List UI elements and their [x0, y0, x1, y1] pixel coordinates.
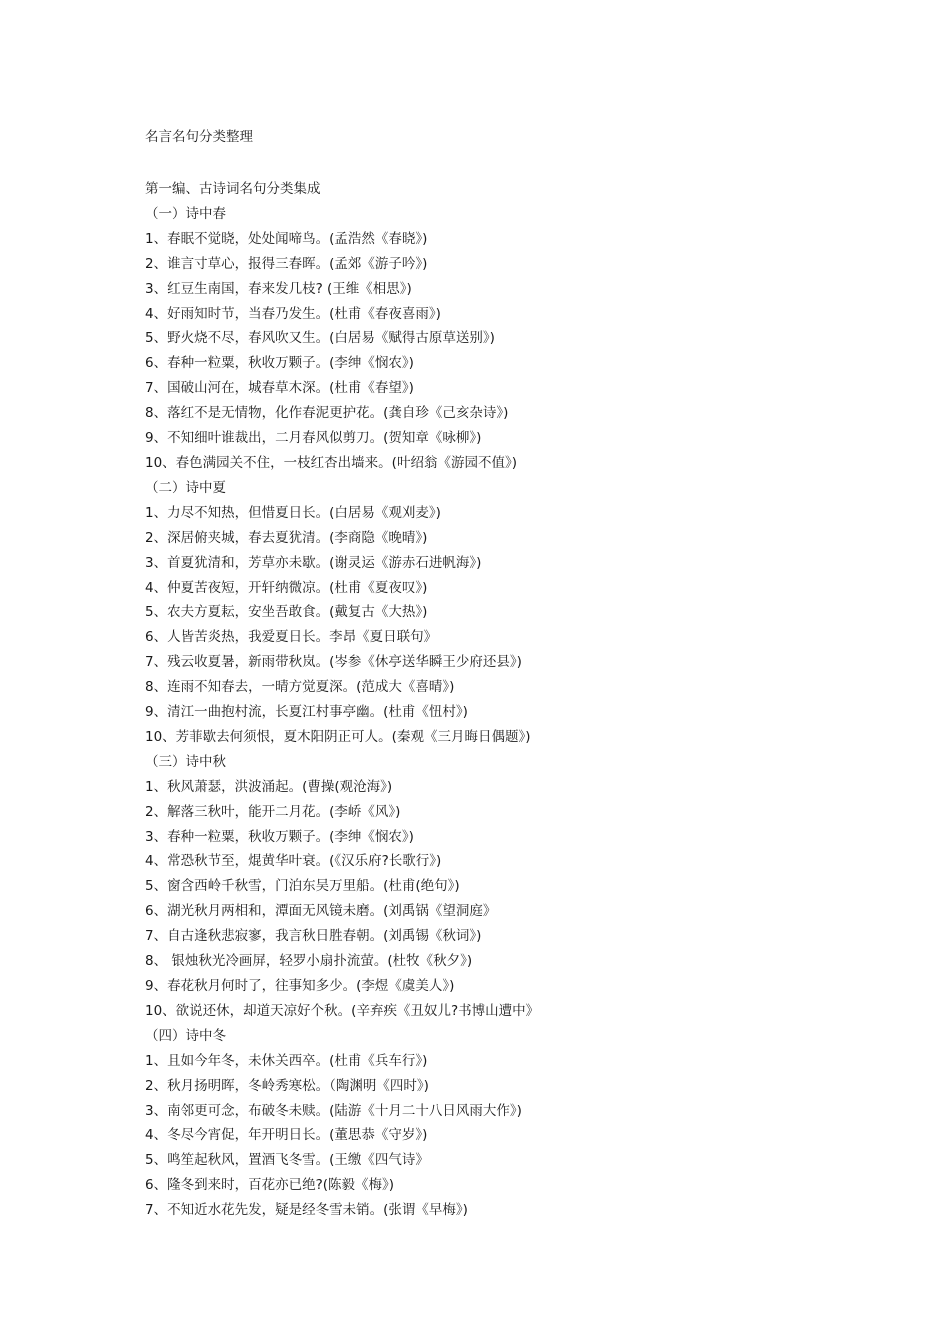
quote-line: 10、春色满园关不住，一枝红杏出墙来。(叶绍翁《游园不值》) [145, 454, 517, 471]
section-heading: （四）诗中冬 [145, 1027, 226, 1044]
quote-line: 1、春眠不觉晓，处处闻啼鸟。(孟浩然《春晓》) [145, 230, 428, 247]
quote-line: 2、谁言寸草心，报得三春晖。(孟郊《游子吟》) [145, 255, 428, 272]
quote-line: 4、好雨知时节，当春乃发生。(杜甫《春夜喜雨》) [145, 305, 441, 322]
quote-line: 10、芳菲歇去何须恨，夏木阳阴正可人。(秦观《三月晦日偶题》) [145, 728, 531, 745]
section-summer [145, 476, 905, 750]
quote-line: 6、湖光秋月两相和，潭面无风镜未磨。(刘禹锅《望洞庭》 [145, 903, 497, 920]
quote-line: 9、春花秋月何时了，往事知多少。(李煜《虞美人》) [145, 978, 455, 994]
section-autumn [145, 750, 905, 1024]
quote-line: 8、 银烛秋光冷画屏，轻罗小扇扑流萤。(杜牧《秋夕》) [145, 953, 473, 970]
section-heading: （一）诗中春 [145, 205, 226, 222]
quote-line: 3、春种一粒粟，秋收万颗子。(李绅《悯农》) [145, 828, 414, 845]
quote-line: 5、窗含西岭千秋雪，门泊东吴万里船。(杜甫(绝句》) [145, 878, 460, 895]
section-heading: （二）诗中夏 [145, 479, 226, 496]
quote-line: 9、不知细叶谁裁出，二月春风似剪刀。(贺知章《咏柳》) [145, 430, 482, 447]
quote-line: 5、鸣笙起秋风，置酒飞冬雪。(王缴《四气诗》 [145, 1152, 429, 1169]
quote-line: 9、清江一曲抱村流，长夏江村事亭幽。(杜甫《忸村》) [145, 704, 468, 721]
chapter-title: 第一编、古诗词名句分类集成 [145, 181, 321, 197]
quote-line: 5、农夫方夏耘，安坐吾敢食。(戴复古《大热》) [145, 604, 428, 621]
document-page [145, 127, 905, 1223]
quote-line: 4、冬尽今宵促，年开明日长。(董思恭《守岁》) [145, 1127, 428, 1144]
sections-container [145, 202, 905, 1223]
quote-line: 2、秋月扬明晖，冬岭秀寒松。（陶渊明《四时》) [145, 1077, 429, 1094]
quote-line: 5、野火烧不尽，春风吹又生。(白居易《赋得古原草送别》) [145, 330, 495, 347]
quote-line: 4、仲夏苦夜短，开轩纳微凉。(杜甫《夏夜叹》) [145, 579, 428, 596]
quote-line: 1、秋风萧瑟，洪波涌起。(曹操(观沧海》) [145, 778, 393, 795]
quote-line: 3、南邻更可念，布破冬未赎。(陆游《十月二十八日风雨大作》) [145, 1102, 522, 1119]
quote-line: 6、春种一粒粟，秋收万颗子。(李绅《悯农》) [145, 355, 414, 372]
section-heading: （三）诗中秋 [145, 753, 226, 770]
quote-line: 2、解落三秋叶，能开二月花。(李峤《风》) [145, 803, 401, 820]
quote-line: 1、且如今年冬，未休关西卒。(杜甫《兵车行》) [145, 1052, 428, 1069]
quote-line: 7、自古逢秋悲寂寥，我言秋日胜春朝。(刘禹锡《秋词》) [145, 928, 482, 945]
section-winter [145, 1024, 905, 1223]
quote-line: 4、常恐秋节至，焜黄华叶衰。(《汉乐府?长歌行》) [145, 853, 442, 870]
quote-line: 6、隆冬到来时，百花亦已绝?(陈毅《梅》) [145, 1177, 395, 1194]
quote-line: 7、残云收夏暑，新雨带秋岚。(岑参《休亭送华瞬王少府还县》) [145, 654, 522, 671]
quote-line: 7、国破山河在，城春草木深。(杜甫《春望》) [145, 380, 414, 397]
quote-line: 7、不知近水花先发，疑是经冬雪未销。(张谓《早梅》) [145, 1202, 468, 1219]
quote-line: 2、深居俯夹城，春去夏犹清。(李商隐《晚晴》) [145, 529, 428, 546]
quote-line: 3、首夏犹清和，芳草亦未歇。(谢灵运《游赤石进帆海》) [145, 554, 482, 571]
quote-line: 8、连雨不知春去，一晴方觉夏深。(范成大《喜晴》) [145, 679, 455, 696]
quote-line: 6、人皆苦炎热，我爱夏日长。李昂《夏日联句》 [145, 629, 438, 646]
quote-line: 10、欲说还休，却道天凉好个秋。(辛弃疾《丑奴儿?书博山遭中》 [145, 1002, 540, 1019]
section-spring [145, 202, 905, 476]
quote-line: 3、红豆生南国，春来发几枝? (王维《相思》) [145, 280, 412, 297]
quote-line: 1、力尽不知热，但惜夏日长。(白居易《观刈麦》) [145, 504, 441, 521]
quote-line: 8、落红不是无情物，化作春泥更护花。(龚自珍《己亥杂诗》) [145, 405, 509, 422]
document-title: 名言名句分类整理 [145, 129, 253, 145]
